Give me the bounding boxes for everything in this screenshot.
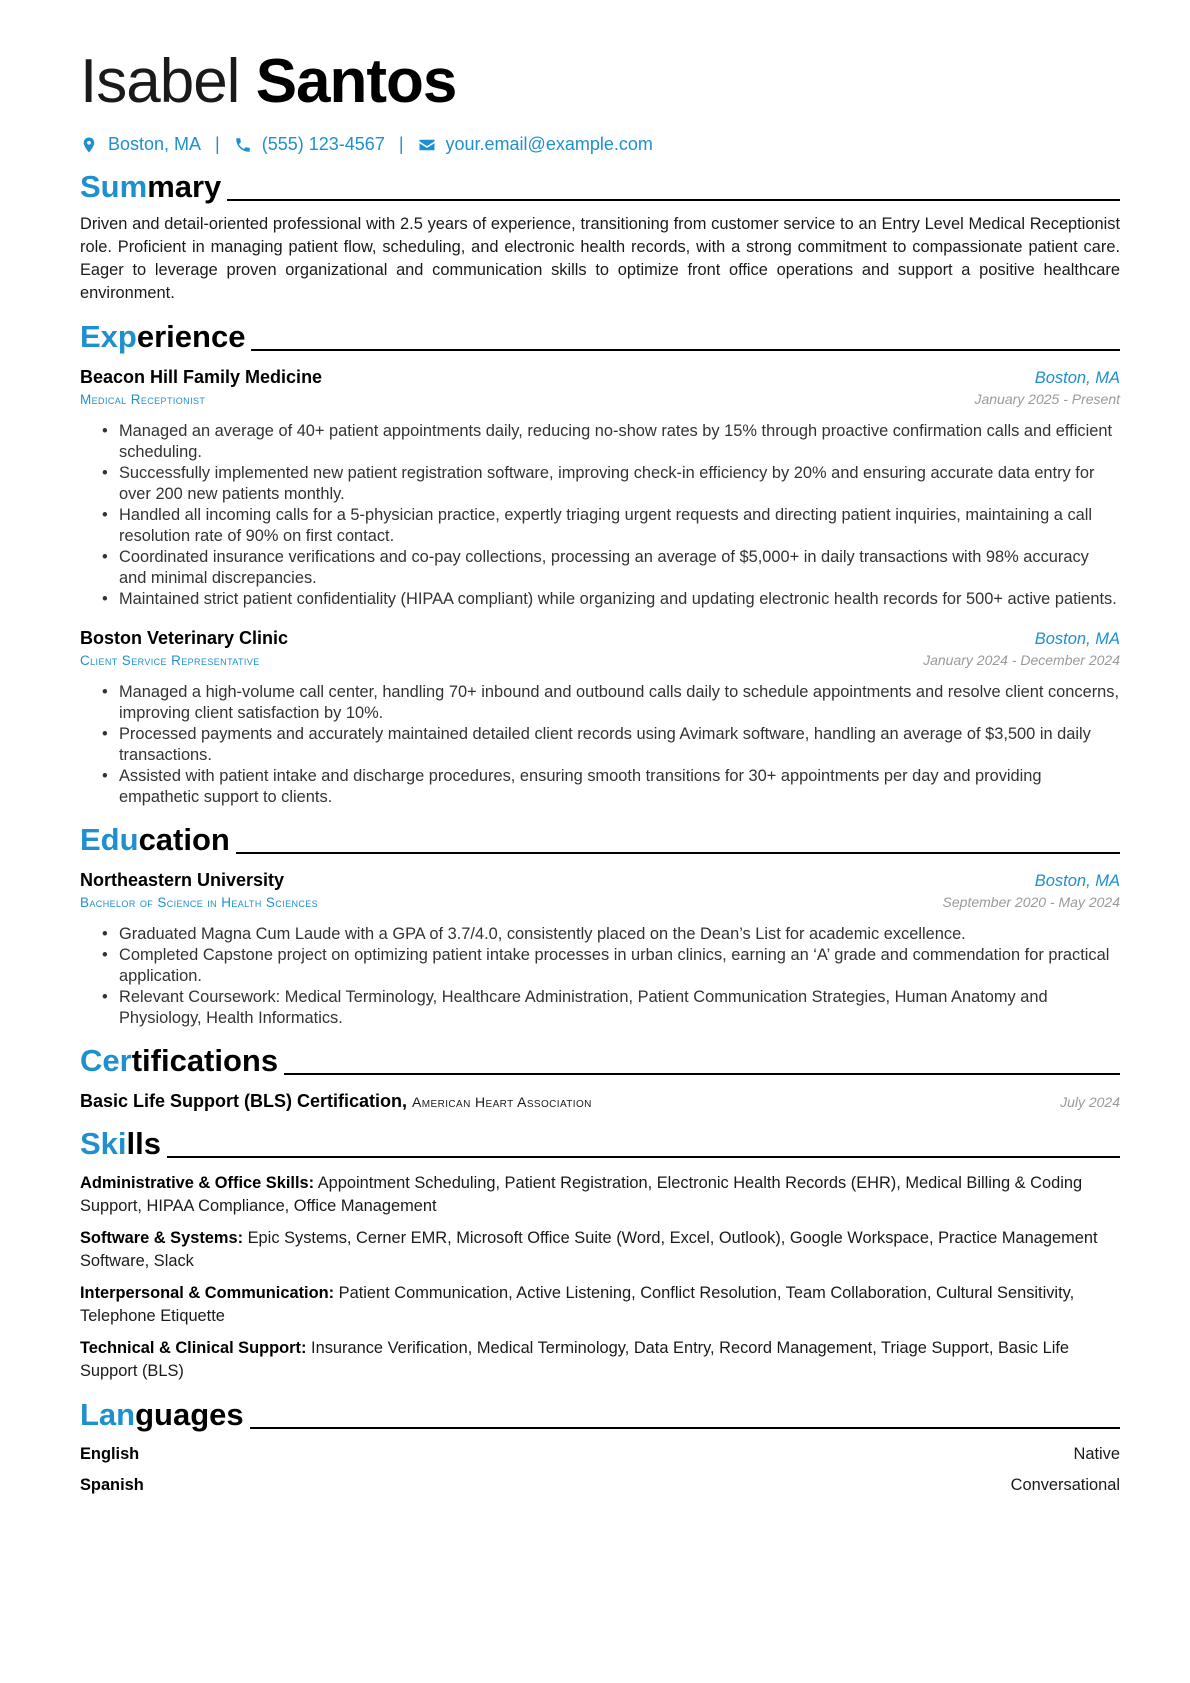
language-level: Native	[1073, 1445, 1120, 1463]
skill-group-value: Appointment Scheduling, Patient Registration, Electronic Health Records (EHR), Medical Billing & Coding Support, HIPAA Compliance, Office Management	[80, 1174, 1083, 1215]
language-name: Spanish	[80, 1476, 144, 1494]
section-rule	[251, 349, 1120, 351]
list-item: • Coordinated insurance verifications and co-pay collections, processing an average of $5,000+ in daily transactions with 98% accuracy and minimal discrepancies.	[102, 547, 1120, 589]
skill-group-value: Patient Communication, Active Listening, Conflict Resolution, Team Collaboration, Cultural Sensitivity, Telephone Etiquette	[80, 1284, 1075, 1325]
job-title: Medical Receptionist	[80, 392, 206, 407]
list-item: • Relevant Coursework: Medical Terminology, Healthcare Administration, Patient Communication Strategies, Human Anatomy and Physiology, Health Informatics.	[102, 987, 1120, 1029]
experience-entry	[80, 628, 1120, 808]
contact-separator: |	[398, 134, 404, 154]
language-item	[80, 1445, 1120, 1464]
map-pin-icon	[80, 136, 98, 154]
language-item	[80, 1476, 1120, 1495]
languages-heading	[80, 1391, 1120, 1435]
language-level: Conversational	[1010, 1476, 1120, 1494]
certification-date: July 2024	[1060, 1094, 1120, 1110]
email-text: your.email@example.com	[445, 134, 653, 154]
employer-location: Boston, MA	[1034, 369, 1120, 387]
experience-heading	[80, 313, 1120, 357]
last-name: Santos	[255, 47, 457, 116]
section-title: Summary	[80, 169, 222, 204]
employer-name: Beacon Hill Family Medicine	[80, 367, 323, 387]
section-title: Languages	[80, 1397, 244, 1432]
skill-group-value: Epic Systems, Cerner EMR, Microsoft Office Suite (Word, Excel, Outlook), Google Workspace, Practice Management Software, Slack	[80, 1229, 1098, 1270]
section-title: Experience	[80, 319, 246, 354]
section-rule	[284, 1073, 1120, 1075]
location-text: Boston, MA	[108, 134, 202, 154]
list-item: • Assisted with patient intake and discharge procedures, ensuring smooth transitions for 30+ appointments per day and providing empathetic support to clients.	[102, 766, 1120, 808]
contact-phone[interactable]	[234, 134, 385, 155]
education-entry	[80, 870, 1120, 1029]
list-item: • Maintained strict patient confidentiality (HIPAA compliant) while organizing and updating electronic health records for 500+ active patients.	[102, 589, 1120, 610]
phone-text: (555) 123-4567	[261, 134, 385, 154]
contact-location	[80, 134, 201, 155]
list-item: • Managed a high-volume call center, handling 70+ inbound and outbound calls daily to schedule appointments and resolve client concerns, improving client satisfaction by 10%.	[102, 682, 1120, 724]
education-heading	[80, 816, 1120, 860]
summary-text: Driven and detail-oriented professional with 2.5 years of experience, transitioning from customer service to an Entry Level Medical Receptionist role. Proficient in managing patient flow, scheduling, and electronic health records, with a strong commitment to compassionate patient care. Eager to leverage proven organizational and communication skills to optimize front office operations and support a positive healthcare environment.	[80, 215, 1120, 302]
summary-heading	[80, 163, 1120, 207]
achievement-list	[80, 421, 1120, 610]
certification-separator: ,	[402, 1091, 413, 1111]
school-name: Northeastern University	[80, 870, 285, 890]
contact-separator: |	[215, 134, 220, 154]
list-item: • Handled all incoming calls for a 5-physician practice, expertly triaging urgent requests and directing patient inquiries, maintaining a call resolution rate of 90% on first contact.	[102, 505, 1120, 547]
study-dates: September 2020 - May 2024	[942, 894, 1120, 910]
section-title: Certifications	[80, 1043, 279, 1078]
skill-group	[80, 1337, 1120, 1383]
section-rule	[236, 852, 1120, 854]
certification-item	[80, 1091, 1120, 1112]
experience-entry	[80, 367, 1120, 610]
envelope-icon	[418, 136, 436, 154]
skills-list	[80, 1172, 1120, 1383]
skill-group	[80, 1282, 1120, 1328]
list-item: • Managed an average of 40+ patient appointments daily, reducing no-show rates by 15% through proactive confirmation calls and efficient scheduling.	[102, 421, 1120, 463]
skill-group-label: Technical & Clinical Support:	[80, 1339, 307, 1357]
language-name: English	[80, 1445, 140, 1463]
first-name: Isabel	[80, 47, 240, 116]
section-rule	[227, 199, 1120, 201]
skill-group-label: Software & Systems:	[80, 1229, 244, 1247]
certifications-heading	[80, 1037, 1120, 1081]
skill-group-label: Administrative & Office Skills:	[80, 1174, 315, 1192]
candidate-name	[80, 44, 1120, 120]
resume-page	[80, 44, 1120, 1495]
list-item: • Successfully implemented new patient registration software, improving check-in efficiency by 20% and ensuring accurate data entry for over 200 new patients monthly.	[102, 463, 1120, 505]
section-rule	[250, 1427, 1120, 1429]
employment-dates: January 2024 - December 2024	[923, 652, 1120, 668]
degree: Bachelor of Science in Health Sciences	[80, 895, 319, 910]
section-title: Skills	[80, 1126, 161, 1161]
section-rule	[167, 1156, 1120, 1158]
employment-dates: January 2025 - Present	[974, 391, 1120, 407]
contact-email[interactable]	[418, 134, 653, 155]
list-item: • Processed payments and accurately maintained detailed client records using Avimark software, handling an average of $3,500 in daily transactions.	[102, 724, 1120, 766]
school-location: Boston, MA	[1034, 872, 1120, 890]
skill-group	[80, 1172, 1120, 1218]
list-item: • Completed Capstone project on optimizing patient intake processes in urban clinics, earning an ‘A’ grade and commendation for practical application.	[102, 945, 1120, 987]
contact-line	[80, 134, 1120, 155]
achievement-list	[80, 682, 1120, 808]
phone-icon	[234, 136, 252, 154]
section-title: Education	[80, 822, 230, 857]
job-title: Client Service Representative	[80, 653, 260, 668]
employer-name: Boston Veterinary Clinic	[80, 628, 289, 648]
list-item: • Graduated Magna Cum Laude with a GPA of 3.7/4.0, consistently placed on the Dean’s List for academic excellence.	[102, 924, 1120, 945]
certification-issuer: American Heart Association	[412, 1094, 592, 1110]
skill-group-value: Insurance Verification, Medical Terminology, Data Entry, Record Management, Triage Support, Basic Life Support (BLS)	[80, 1339, 1070, 1380]
skill-group-label: Interpersonal & Communication:	[80, 1284, 335, 1302]
employer-location: Boston, MA	[1034, 630, 1120, 648]
skills-heading	[80, 1120, 1120, 1164]
achievement-list	[80, 924, 1120, 1029]
skill-group	[80, 1227, 1120, 1273]
certification-name: Basic Life Support (BLS) Certification	[80, 1091, 403, 1111]
